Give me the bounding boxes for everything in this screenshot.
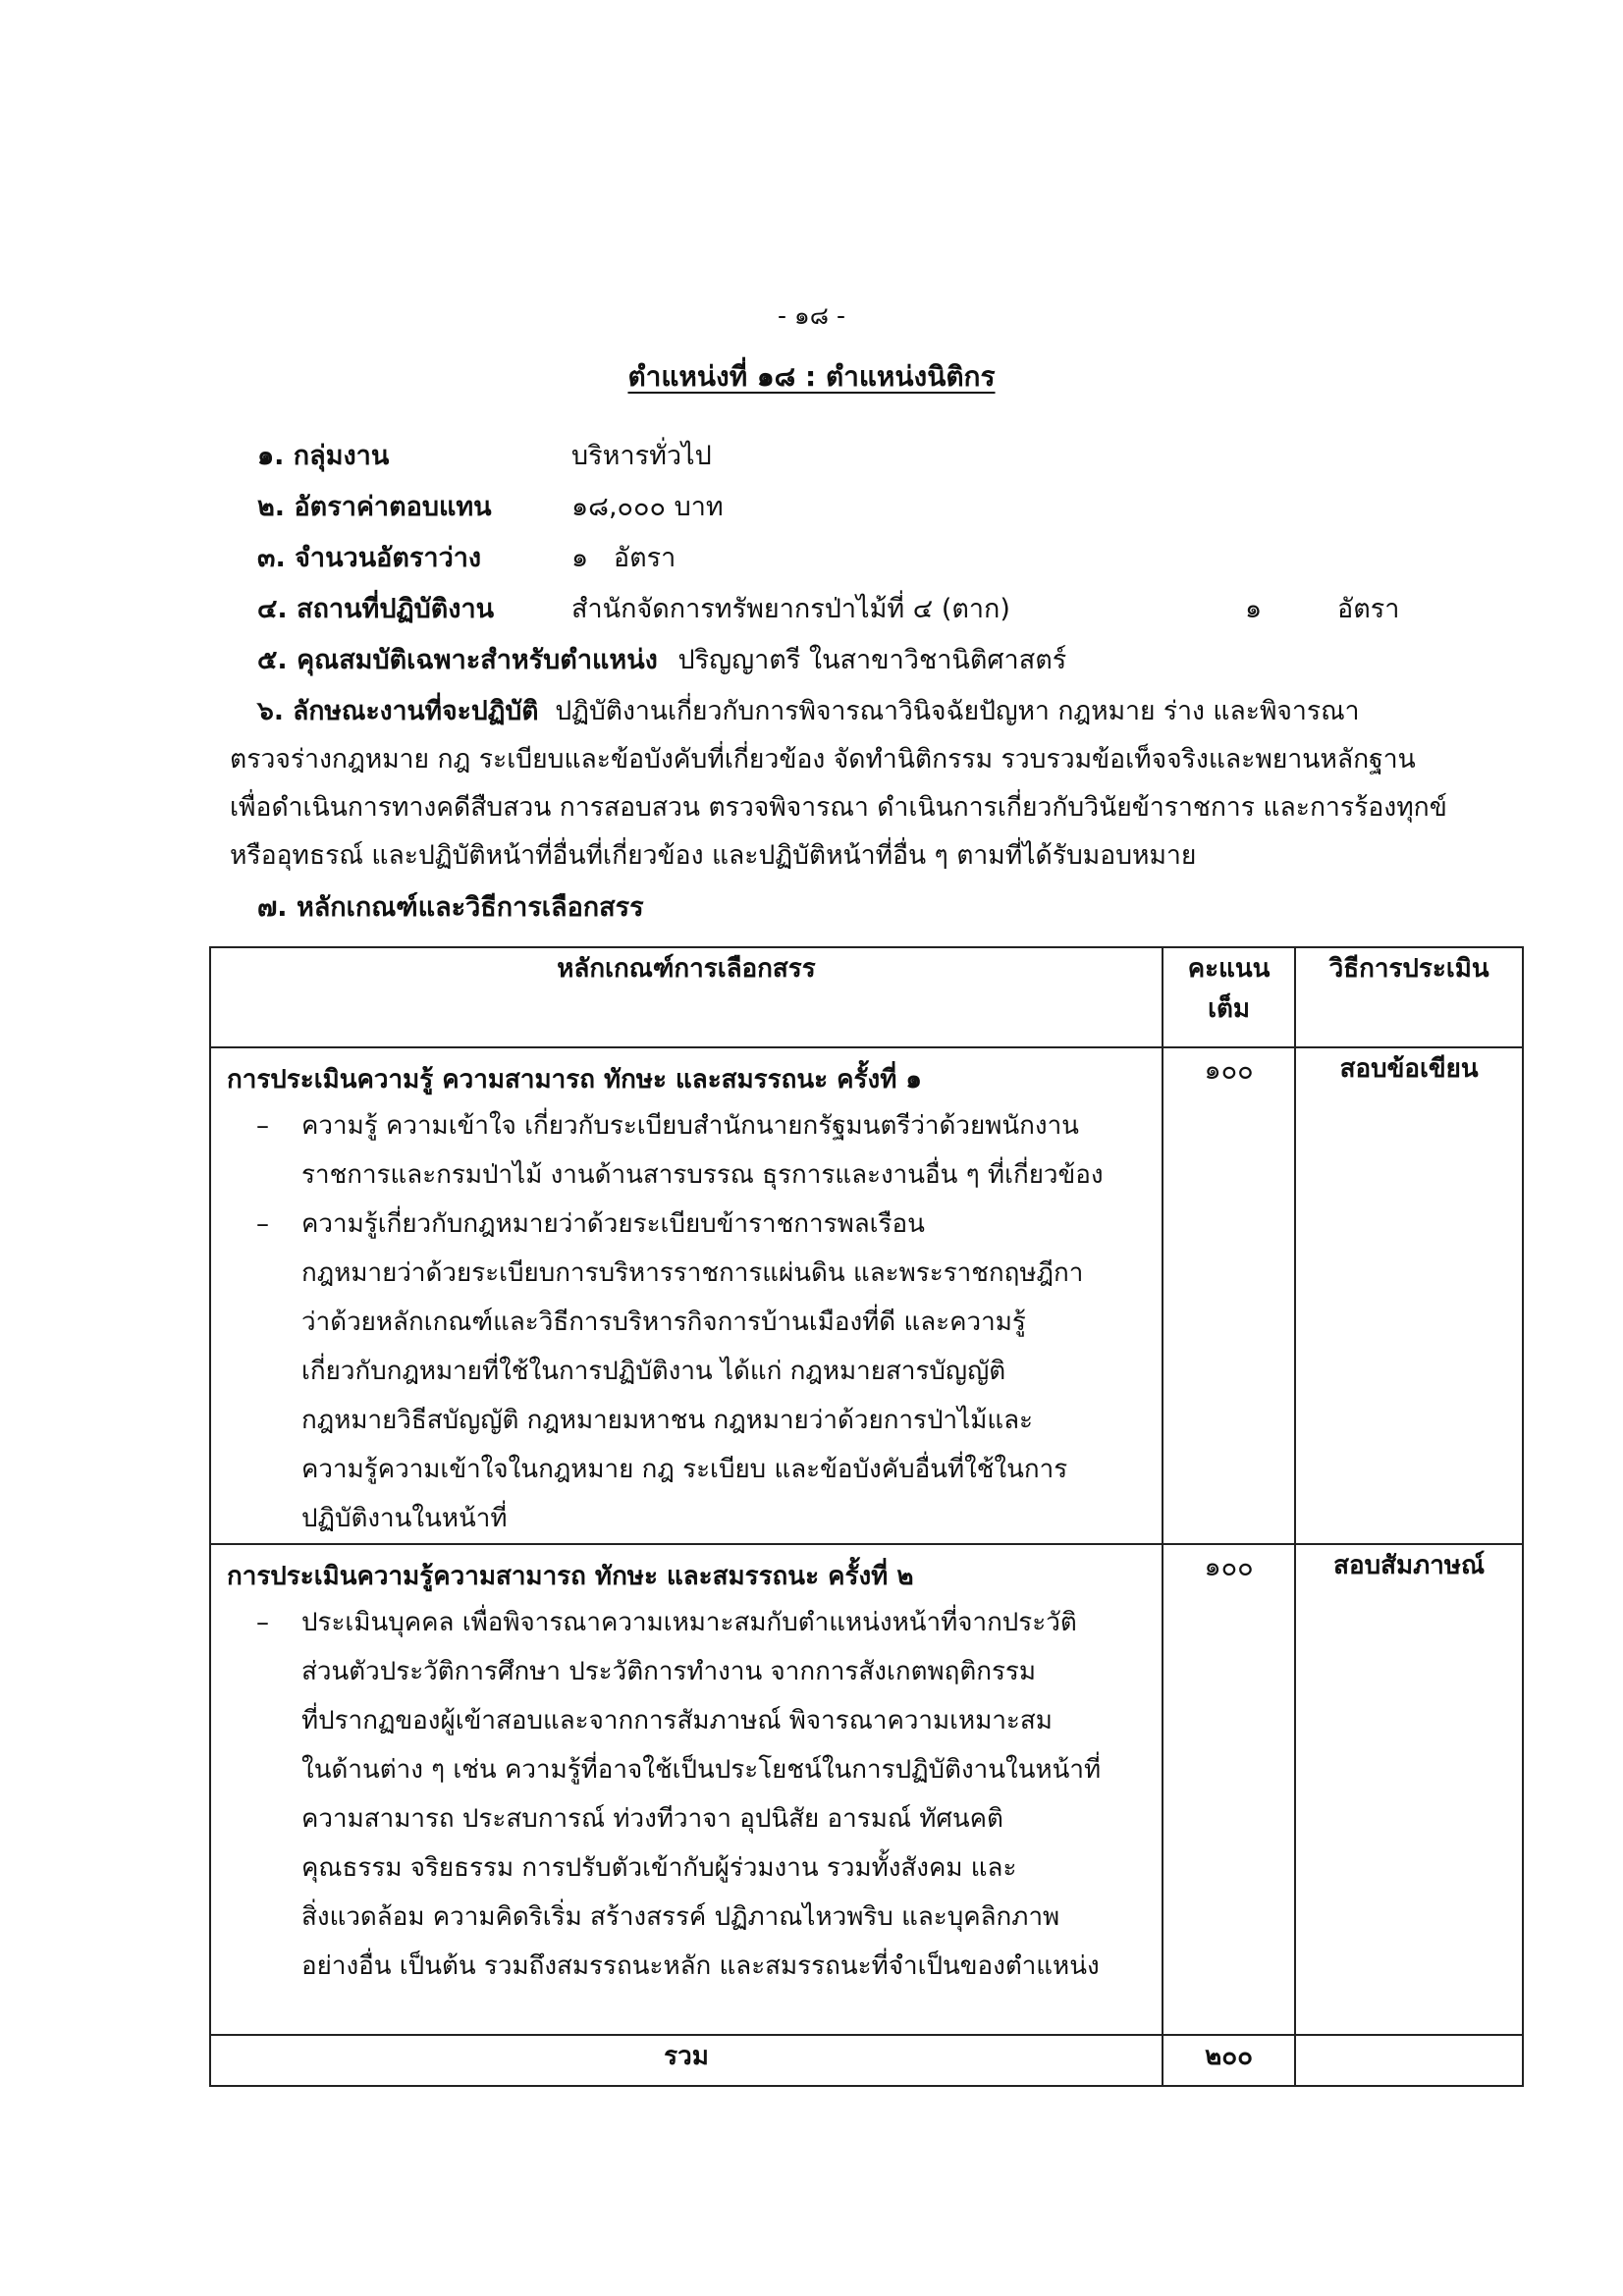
- total-row: [210, 2035, 1523, 2086]
- bullet-line: ในด้านต่าง ๆ เช่น ความรู้ที่อาจใช้เป็นประโยชน์ในการปฏิบัติงานในหน้าที่: [301, 1755, 1102, 1785]
- info-row-4: [257, 587, 494, 629]
- info-label: ๒. อัตราค่าตอบแทน: [257, 492, 492, 522]
- bullet-line: ความรู้ ความเข้าใจ เกี่ยวกับระเบียบสำนักนายกรัฐมนตรีว่าด้วยพนักงาน: [301, 1111, 1079, 1141]
- criteria-cell: [210, 1544, 1163, 2035]
- bullet-line: ความรู้ความเข้าใจในกฎหมาย กฎ ระเบียบ และข้อบังคับอื่นที่ใช้ในการ: [301, 1455, 1068, 1484]
- bullet-line: คุณธรรม จริยธรรม การปรับตัวเข้ากับผู้ร่วมงาน รวมทั้งสังคม และ: [301, 1853, 1017, 1883]
- bullet-line: ราชการและกรมป่าไม้ งานด้านสารบรรณ ธุรการและงานอื่น ๆ ที่เกี่ยวข้อง: [301, 1160, 1104, 1190]
- header-score-line2: เต็ม: [1208, 994, 1251, 1024]
- info-row-2: [257, 485, 492, 527]
- bullet-line: เกี่ยวกับกฎหมายที่ใช้ในการปฏิบัติงาน ได้แก่ กฎหมายสารบัญญัติ: [301, 1357, 1006, 1386]
- bullet-line: ปฏิบัติงานในหน้าที่: [301, 1504, 508, 1533]
- table-row: [210, 1544, 1523, 2035]
- total-label: รวม: [210, 2035, 1163, 2086]
- score-cell: ๑๐๐: [1163, 1047, 1295, 1544]
- list-item: [211, 1598, 1162, 1991]
- bullet-line: อย่างอื่น เป็นต้น รวมถึงสมรรถนะหลัก และสมรรถนะที่จำเป็นของตำแหน่ง: [301, 1951, 1100, 1981]
- dash-bullet: –: [256, 1111, 269, 1141]
- list-item: [211, 1101, 1162, 1200]
- page-title-text: ตำแหน่งที่ ๑๘ : ตำแหน่งนิติกร: [627, 360, 996, 393]
- criteria-cell: [210, 1047, 1163, 1544]
- bullet-line: สิ่งแวดล้อม ความคิดริเริ่ม สร้างสรรค์ ปฏิภาณไหวพริบ และบุคลิกภาพ: [301, 1902, 1060, 1932]
- job-description-label: ๖. ลักษณะงานที่จะปฏิบัติ: [257, 696, 539, 726]
- header-criteria: หลักเกณฑ์การเลือกสรร: [210, 947, 1163, 1047]
- info-label: ๓. จำนวนอัตราว่าง: [257, 543, 482, 573]
- method-cell: สอบข้อเขียน: [1295, 1047, 1523, 1544]
- header-method: วิธีการประเมิน: [1295, 947, 1523, 1047]
- bullet-line: ที่ปรากฏของผู้เข้าสอบและจากการสัมภาษณ์ พิจารณาความเหมาะสม: [301, 1706, 1053, 1735]
- job-description-line: ตรวจร่างกฎหมาย กฎ ระเบียบและข้อบังคับที่เกี่ยวข้อง จัดทำนิติกรรม รวบรวมข้อเท็จจริงและพยานหลักฐาน: [230, 744, 1416, 774]
- bullet-line: กฎหมายวิธีสบัญญัติ กฎหมายมหาชน กฎหมายว่าด้วยการป่าไม้และ: [301, 1406, 1033, 1435]
- info-label: ๔. สถานที่ปฏิบัติงาน: [257, 594, 495, 624]
- bullet-line: ส่วนตัวประวัติการศึกษา ประวัติการทำงาน จากการสังเกตพฤติกรรม: [301, 1657, 1037, 1686]
- total-score: ๒๐๐: [1163, 2035, 1295, 2086]
- info-row-3: [257, 536, 481, 578]
- selection-heading: ๗. หลักเกณฑ์และวิธีการเลือกสรร: [257, 892, 644, 923]
- section-title: การประเมินความรู้ ความสามารถ ทักษะ และสมรรถนะ ครั้งที่ ๑: [227, 1065, 922, 1095]
- info-value: ๑ อัตรา: [571, 543, 676, 573]
- bullet-line: ความสามารถ ประสบการณ์ ท่วงทีวาจา อุปนิสัย อารมณ์ ทัศนคติ: [301, 1804, 1003, 1834]
- bullet-line: ว่าด้วยหลักเกณฑ์และวิธีการบริหารกิจการบ้านเมืองที่ดี และความรู้: [301, 1308, 1026, 1337]
- info-value: ๑๘,๐๐๐ บาท: [571, 492, 724, 522]
- list-item: [211, 1200, 1162, 1543]
- info-count: ๑: [1245, 594, 1263, 624]
- header-score-line1: คะแนน: [1187, 954, 1271, 984]
- info-label: ๕. คุณสมบัติเฉพาะสำหรับตำแหน่ง: [257, 645, 658, 675]
- header-score: [1163, 947, 1295, 1047]
- job-description: [230, 687, 1543, 880]
- section-title: การประเมินความรู้ความสามารถ ทักษะ และสมรรถนะ ครั้งที่ ๒: [227, 1562, 914, 1591]
- info-value: สำนักจัดการทรัพยากรป่าไม้ที่ ๔ (ตาก): [571, 594, 1010, 624]
- info-label: ๑. กลุ่มงาน: [257, 441, 390, 471]
- job-description-line: เพื่อดำเนินการทางคดีสืบสวน การสอบสวน ตรวจพิจารณา ดำเนินการเกี่ยวกับวินัยข้าราชการ และการร้องทุกข์: [230, 792, 1447, 823]
- info-value: บริหารทั่วไป: [571, 441, 712, 471]
- page-title: [0, 355, 1623, 399]
- info-value: ปริญญาตรี ในสาขาวิชานิติศาสตร์: [677, 645, 1067, 675]
- criteria-table: [209, 946, 1524, 2087]
- job-description-line: [257, 687, 1543, 735]
- info-row-1: [257, 434, 389, 476]
- info-row-5: [257, 638, 1066, 680]
- bullet-line: กฎหมายว่าด้วยระเบียบการบริหารราชการแผ่นดิน และพระราชกฤษฎีกา: [301, 1258, 1084, 1288]
- page-number: - ๑๘ -: [777, 301, 846, 330]
- method-cell: สอบสัมภาษณ์: [1295, 1544, 1523, 2035]
- table-row: [210, 1047, 1523, 1544]
- bullet-line: ประเมินบุคคล เพื่อพิจารณาความเหมาะสมกับตำแหน่งหน้าที่จากประวัติ: [301, 1608, 1077, 1637]
- table-header-row: [210, 947, 1523, 1047]
- total-method-empty: [1295, 2035, 1523, 2086]
- score-cell: ๑๐๐: [1163, 1544, 1295, 2035]
- job-description-text: ปฏิบัติงานเกี่ยวกับการพิจารณาวินิจฉัยปัญหา กฎหมาย ร่าง และพิจารณา: [555, 696, 1360, 726]
- dash-bullet: –: [256, 1209, 269, 1239]
- bullet-line: ความรู้เกี่ยวกับกฎหมายว่าด้วยระเบียบข้าราชการพลเรือน: [301, 1209, 925, 1239]
- job-description-line: หรืออุทธรณ์ และปฏิบัติหน้าที่อื่นที่เกี่ยวข้อง และปฏิบัติหน้าที่อื่น ๆ ตามที่ได้รับมอบหมาย: [230, 840, 1197, 871]
- dash-bullet: –: [256, 1608, 269, 1637]
- info-unit: อัตรา: [1337, 594, 1400, 624]
